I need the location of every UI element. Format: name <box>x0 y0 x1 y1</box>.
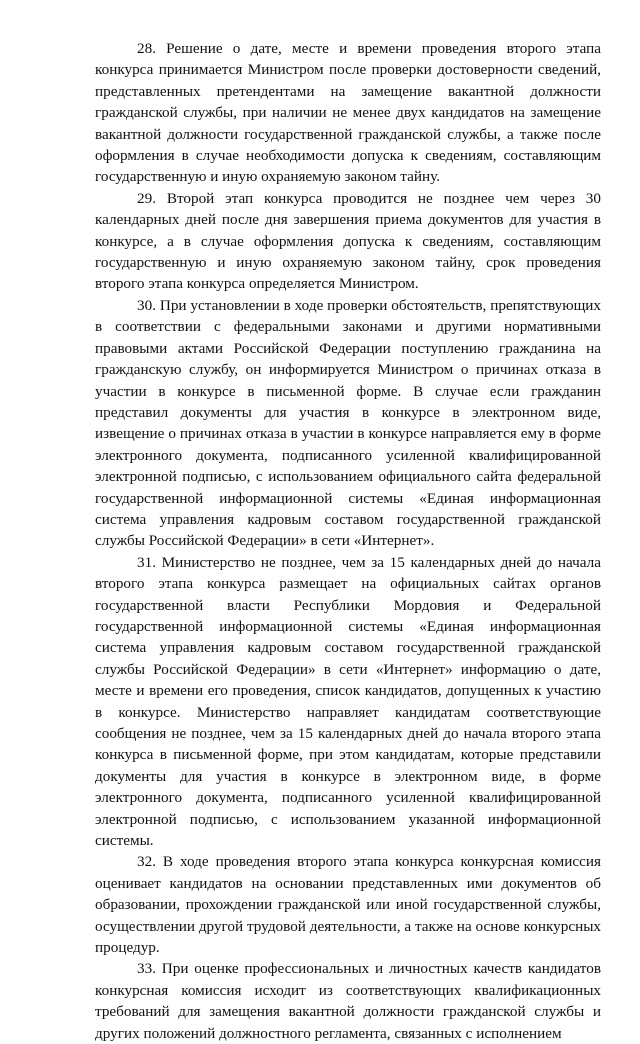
paragraph-33: 33. При оценке профессиональных и личностных качеств кандидатов конкурсная комиссия исходит из соответствующих квалификационных требований для замещения вакантной должности гражданской службы и других положений должностного регламента, связанных с исполнением <box>95 960 601 1042</box>
paragraph-31: 31. Министерство не позднее, чем за 15 календарных дней до начала второго этапа конкурса размещает на официальных сайтах органов государственной власти Республики Мордовия и Федеральной государственной информационной системы «Единая информационная система управления кадровым составом государственной гражданской службы Российской Федерации» в сети «Интернет» информацию о дате, месте и времени его проведения, список кандидатов, допущенных к участию в конкурсе. Министерство направляет кандидатам соответствующие сообщения не позднее, чем за 15 календарных дней до начала второго этапа конкурса в письменной форме, при этом кандидатам, которые представили документы для участия в конкурсе в электронном виде, в форме электронного документа, подписанного усиленной квалифицированной электронной подписью, с использованием указанной информационной системы. <box>95 553 601 850</box>
paragraph-32: 32. В ходе проведения второго этапа конкурса конкурсная комиссия оценивает кандидатов на основании представленных ими документов об образовании, прохождении гражданской или иной государственной службы, осуществлении другой трудовой деятельности, а также на основе конкурсных процедур. <box>95 853 601 957</box>
paragraph-29: 29. Второй этап конкурса проводится не позднее чем через 30 календарных дней после дня завершения приема документов для участия в конкурсе, а в случае оформления допуска к сведениям, составляющим государственную и иную охраняемую законом тайну, срок проведения второго этапа конкурса определяется Министром. <box>95 189 601 293</box>
document-body <box>95 38 601 1044</box>
paragraph-28: 28. Решение о дате, месте и времени проведения второго этапа конкурса принимается Министром после проверки достоверности сведений, представленных претендентами на замещение вакантной должности гражданской службы, при наличии не менее двух кандидатов на замещение вакантной должности государственной гражданской службы, а также после оформления в случае необходимости допуска к сведениям, составляющим государственную и иную охраняемую законом тайну. <box>95 40 601 186</box>
paragraph-30: 30. При установлении в ходе проверки обстоятельств, препятствующих в соответствии с федеральными законами и другими нормативными правовыми актами Российской Федерации поступлению гражданина на гражданскую службу, он информируется Министром о причинах отказа в участии в конкурсе в письменной форме. В случае если гражданин представил документы для участия в конкурсе в электронном виде, извещение о причинах отказа в участии в конкурсе направляется ему в форме электронного документа, подписанного усиленной квалифицированной электронной подписью, с использованием официального сайта федеральной государственной информационной системы «Единая информационная система управления кадровым составом государственной гражданской службы Российской Федерации» в сети «Интернет». <box>95 296 601 550</box>
